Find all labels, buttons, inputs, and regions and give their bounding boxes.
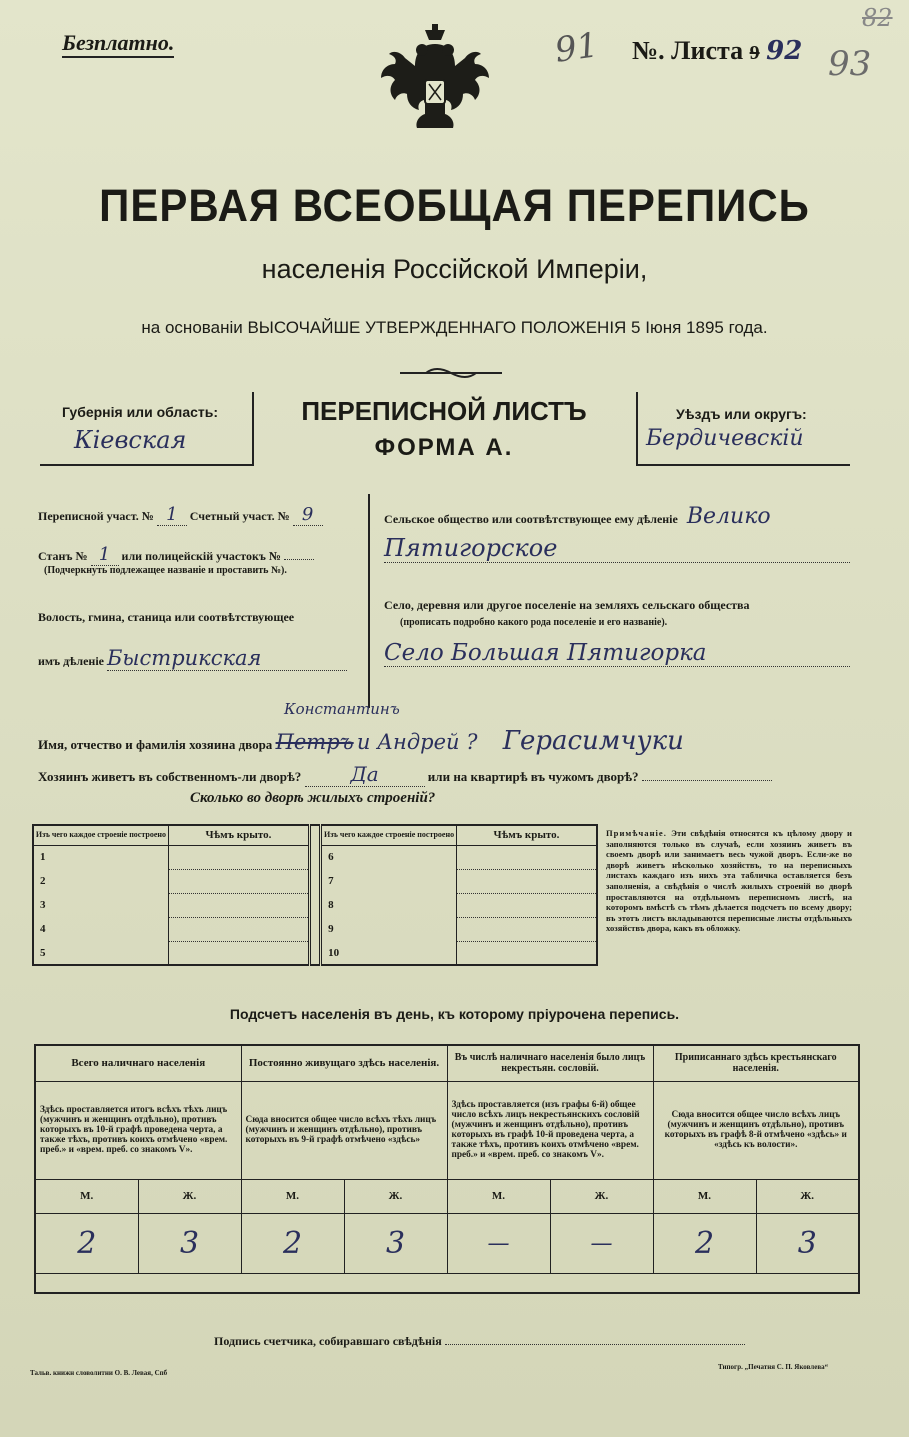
schetny-label: Счетный участ. № <box>189 509 290 523</box>
free-label: Безплатно. <box>62 30 174 58</box>
sheet-title: ПЕРЕПИСНОЙ ЛИСТЪ <box>301 396 587 426</box>
note-title: Примѣчаніе. <box>606 828 667 838</box>
form-title: ФОРМА А. <box>374 434 514 461</box>
peasant-female: 3 <box>756 1213 859 1273</box>
population-table <box>34 1044 860 1294</box>
selskoe-value-2: Пятигорское <box>384 534 850 563</box>
h-total-present: Всего наличнаго населенія <box>35 1045 241 1081</box>
col-what-left: Изъ чего каждое строеніе построено <box>33 825 168 845</box>
signature-row <box>214 1334 745 1349</box>
note-text: Эти свѣдѣнія относятся къ цѣлому двору и заполняются только въ случаѣ, если хозяинъ живетъ въ своемъ дворѣ или занимаетъ весь чужой дворъ. Если-же во дворѣ живетъ нѣсколько хозяйствъ, то на переписныхъ листахъ каждаго изъ нихъ эта табличка оставляется безъ заполненія, а свѣдѣнія о числѣ жилыхъ строеній во дворѣ проставляются на отдѣльномъ переписномъ листѣ, на которомъ вмѣстѣ съ тѣмъ дѣлается подсчетъ по всему двору; въ этотъ листъ вкладываются переписные листы отдѣльныхъ хозяйствъ двора, какъ въ обложку. <box>606 828 852 934</box>
row-number: 2 <box>33 869 168 893</box>
volost-value: Быстрикская <box>107 646 347 671</box>
sheet-number-struck: 9 <box>749 42 760 64</box>
pencil-number-82: 82 <box>862 4 893 32</box>
own-yard-value: Да <box>305 762 425 787</box>
selo-value: Село Большая Пятигорка <box>384 640 850 667</box>
uchastok-row <box>38 504 323 526</box>
double-headed-eagle-emblem <box>372 22 498 148</box>
row-number: 8 <box>321 893 457 917</box>
row-number: 1 <box>33 845 168 869</box>
printer-right: Типогр. „Печатня С. П. Яковлева“ <box>718 1363 829 1371</box>
stan-row <box>38 544 314 566</box>
owner-struck: Петръ <box>275 730 354 754</box>
stan-value: 1 <box>91 544 119 566</box>
uezd-box <box>636 392 850 466</box>
d-peasant: Сюда вносится общее число всѣхъ лицъ (мужчинъ и женщинъ отдѣльно), противъ которыхъ въ графѣ 8-й отмѣчено «здѣсь» и «здѣсь къ волости». <box>653 1081 859 1179</box>
row-number: 7 <box>321 869 457 893</box>
selskoe-label: Сельское общество или соотвѣтствующее ему дѣленіе <box>384 512 678 526</box>
volost-label-2: имъ дѣленіе <box>38 654 104 668</box>
uchastok-label: Переписной участ. № <box>38 509 154 523</box>
schetny-value: 9 <box>293 504 323 526</box>
owner-row <box>38 726 684 756</box>
signature-label: Подпись счетчика, собиравшаго свѣдѣнія <box>214 1334 442 1348</box>
col-roof-right: Чѣмъ крыто. <box>456 825 597 845</box>
sheet-number-handwritten: 92 <box>766 36 803 66</box>
column-divider <box>368 494 370 708</box>
permanent-female: 3 <box>344 1213 447 1273</box>
zh-header: Ж. <box>756 1179 859 1213</box>
h-peasant: Приписаннаго здѣсь крестьянскаго населенія. <box>653 1045 859 1081</box>
buildings-note <box>606 828 852 934</box>
table-row <box>33 893 597 917</box>
uchastok-value: 1 <box>157 504 187 526</box>
sheet-number-label: №. Листа <box>632 36 744 65</box>
printer-left: Тальв. книжн словолитни О. В. Левая, Спб <box>30 1369 168 1377</box>
own-yard-label: Хозяинъ живетъ въ собственномъ-ли дворѣ? <box>38 769 302 784</box>
zh-header: Ж. <box>550 1179 653 1213</box>
selskoe-value-1: Велико <box>686 504 771 529</box>
buildings-question: Сколько во дворѣ жилыхъ строеній? <box>190 790 436 806</box>
stan-suffix: или полицейскій участокъ № <box>121 549 281 563</box>
uezd-label: Уѣздъ или округъ: <box>676 406 807 422</box>
m-header: М. <box>35 1179 138 1213</box>
table-row <box>33 941 597 965</box>
d-total-present: Здѣсь проставляется итогъ всѣхъ тѣхъ лицъ (мужчинъ и женщинъ отдѣльно), противъ которыхъ въ 10-й графѣ проведена черта, а также тѣхъ, противъ коихъ отмѣчено «врем. преб.» и «врем. преб. со знакомъ V». <box>35 1081 241 1179</box>
selo-note: (прописать подробно какого рода поселеніе и его названіе). <box>400 617 668 628</box>
col-roof-left: Чѣмъ крыто. <box>168 825 309 845</box>
buildings-table <box>32 824 598 966</box>
row-number: 6 <box>321 845 457 869</box>
m-header: М. <box>447 1179 550 1213</box>
volost-row <box>38 646 347 671</box>
main-title: ПЕРВАЯ ВСЕОБЩАЯ ПЕРЕПИСЬ <box>99 180 810 231</box>
basis-line: на основаніи ВЫСОЧАЙШЕ УТВЕРЖДЕННАГО ПОЛОЖЕНІЯ 5 Іюня 1895 года. <box>141 318 768 337</box>
total-male: 2 <box>35 1213 138 1273</box>
m-header: М. <box>653 1179 756 1213</box>
subtitle: населенія Россійской Имперіи, <box>261 254 648 284</box>
row-number: 3 <box>33 893 168 917</box>
gubernia-box <box>40 392 254 466</box>
owner-above: Константинъ <box>284 700 400 718</box>
pencil-number-91: 91 <box>552 25 601 71</box>
d-non-peasant: Здѣсь проставляется (изъ графы 6-й) общее число всѣхъ лицъ некрестьянскихъ сословій (мужчинъ и женщинъ отдѣльно), противъ которыхъ въ графѣ 10-й проведена черта, а также тѣхъ, противъ коихъ отмѣчено «врем. преб.» и «врем. преб. со знакомъ V». <box>447 1081 653 1179</box>
d-permanent: Сюда вносится общее число всѣхъ тѣхъ лицъ (мужчинъ и женщинъ отдѣльно), противъ которыхъ въ 9-й графѣ отмѣчено «здѣсь» <box>241 1081 447 1179</box>
volost-label: Волость, гмина, станица или соотвѣтствующее <box>38 610 295 624</box>
ornament-divider <box>396 366 506 380</box>
rented-label: или на квартирѣ въ чужомъ дворѣ? <box>427 769 639 784</box>
selskoe-row <box>384 504 771 529</box>
owner-value: и Андрей ? <box>356 730 478 754</box>
owner-surname: Герасимчуки <box>502 726 684 756</box>
permanent-male: 2 <box>241 1213 344 1273</box>
gubernia-value: Кіевская <box>74 426 187 454</box>
table-row <box>33 917 597 941</box>
uezd-value: Бердичевскій <box>646 426 804 451</box>
stan-label: Станъ № <box>38 549 88 563</box>
row-number: 10 <box>321 941 457 965</box>
m-header: М. <box>241 1179 344 1213</box>
selo-label: Село, деревня или другое поселеніе на земляхъ сельскаго общества <box>384 598 750 612</box>
gubernia-label: Губернія или область: <box>62 404 219 420</box>
row-number: 4 <box>33 917 168 941</box>
sheet-number <box>632 36 802 66</box>
peasant-male: 2 <box>653 1213 756 1273</box>
stan-note: (Подчеркнуть подлежащее названіе и проставить №). <box>44 565 287 576</box>
h-non-peasant: Въ числѣ наличнаго населенія было лицъ некрестьян. сословій. <box>447 1045 653 1081</box>
non-peasant-male: — <box>447 1213 550 1273</box>
count-title: Подсчетъ населенія въ день, къ которому пріурочена перепись. <box>229 1006 680 1022</box>
row-number: 9 <box>321 917 457 941</box>
total-female: 3 <box>138 1213 241 1273</box>
table-row <box>33 845 597 869</box>
h-permanent: Постоянно живущаго здѣсь населенія. <box>241 1045 447 1081</box>
zh-header: Ж. <box>138 1179 241 1213</box>
row-number: 5 <box>33 941 168 965</box>
yard-row <box>38 762 772 787</box>
owner-label: Имя, отчество и фамилія хозяина двора <box>38 737 273 752</box>
zh-header: Ж. <box>344 1179 447 1213</box>
pencil-number-93: 93 <box>828 44 872 84</box>
non-peasant-female: — <box>550 1213 653 1273</box>
table-row <box>33 869 597 893</box>
col-what-right: Изъ чего каждое строеніе построено <box>321 825 457 845</box>
